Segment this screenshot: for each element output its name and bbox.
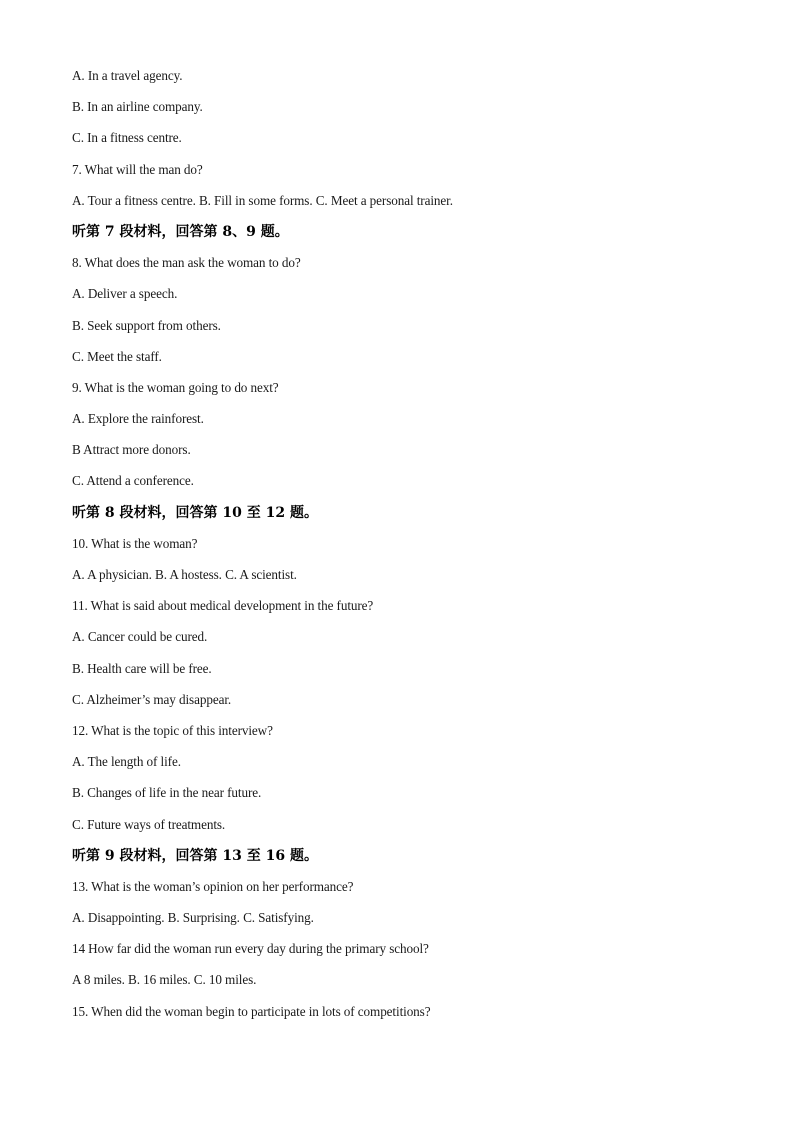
question-line: 12. What is the topic of this interview? xyxy=(72,722,273,738)
option-line: C. Future ways of treatments. xyxy=(72,816,226,832)
section-heading: 听第 8 段材料，回答第 10 至 12 题。 xyxy=(72,504,318,521)
option-line: B. Seek support from others. xyxy=(72,317,221,333)
option-line: A. Tour a fitness centre. B. Fill in some forms. C. Meet a personal trainer. xyxy=(72,192,453,208)
option-line: C. Attend a conference. xyxy=(72,473,194,489)
question-line: 13. What is the woman’s opinion on her performance? xyxy=(72,878,354,894)
option-line: A. Deliver a speech. xyxy=(72,286,178,302)
option-line: A. A physician. B. A hostess. C. A scientist. xyxy=(72,567,297,582)
section-heading: 听第 7 段材料，回答第 8、9 题。 xyxy=(72,223,289,240)
option-line: A. Explore the rainforest. xyxy=(72,411,204,427)
option-line: A. Disappointing. B. Surprising. C. Satisfying. xyxy=(72,910,314,926)
option-line: C. Alzheimer’s may disappear. xyxy=(72,691,232,707)
option-line: B. In an airline company. xyxy=(72,99,203,115)
option-line: B Attract more donors. xyxy=(72,442,191,458)
question-line: 11. What is said about medical development in the future? xyxy=(72,598,374,614)
question-line: 7. What will the man do? xyxy=(72,161,203,177)
option-line: A. The length of life. xyxy=(72,754,181,770)
question-line: 10. What is the woman? xyxy=(72,535,198,551)
option-line: C. Meet the staff. xyxy=(72,348,162,364)
option-line: A. Cancer could be cured. xyxy=(72,629,208,645)
option-line: C. In a fitness centre. xyxy=(72,130,182,146)
option-line: B. Health care will be free. xyxy=(72,660,212,676)
question-line: 8. What does the man ask the woman to do? xyxy=(72,255,301,271)
question-line: 9. What is the woman going to do next? xyxy=(72,379,279,395)
option-line: B. Changes of life in the near future. xyxy=(72,785,262,801)
section-heading: 听第 9 段材料，回答第 13 至 16 题。 xyxy=(72,847,318,864)
option-line: A 8 miles. B. 16 miles. C. 10 miles. xyxy=(72,972,257,988)
question-line: 15. When did the woman begin to participate in lots of competitions? xyxy=(72,1003,431,1019)
question-list xyxy=(72,65,732,1032)
option-line: A. In a travel agency. xyxy=(72,68,183,83)
question-line: 14 How far did the woman run every day during the primary school? xyxy=(72,941,429,957)
